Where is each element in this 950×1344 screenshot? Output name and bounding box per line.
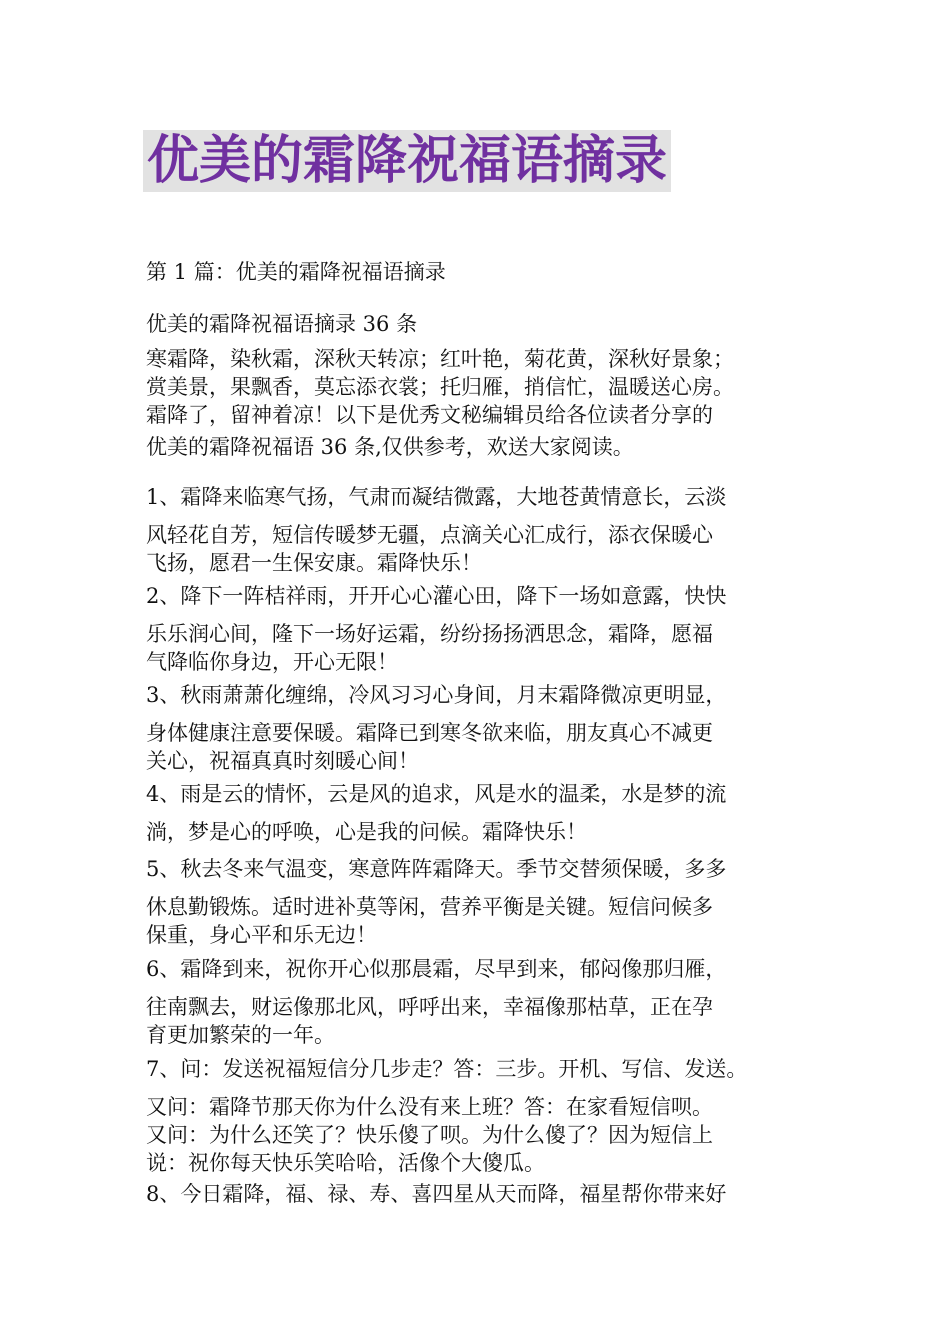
intro-line: 霜降了，留神着凉！以下是优秀文秘编辑员给各位读者分享的 [146, 403, 713, 427]
intro-line: 优美的霜降祝福语 36 条,仅供参考，欢送大家阅读。 [146, 435, 634, 459]
list-item-line: 保重，身心平和乐无边！ [146, 923, 377, 947]
list-item-line: 5、秋去冬来气温变，寒意阵阵霜降天。季节交替须保暖，多多 [146, 857, 727, 881]
chapter-heading: 第 1 篇：优美的霜降祝福语摘录 [146, 260, 446, 284]
list-item-line: 3、秋雨萧萧化缠绵，冷风习习心身间，月末霜降微凉更明显， [146, 683, 727, 707]
list-item-line: 2、降下一阵桔祥雨，开开心心灌心田，降下一场如意露，快快 [146, 584, 727, 608]
list-item-line: 关心，祝福真真时刻暖心间！ [146, 749, 419, 773]
list-item-line: 说：祝你每天快乐笑哈哈，活像个大傻瓜。 [146, 1151, 545, 1175]
intro-line: 寒霜降，染秋霜，深秋天转凉；红叶艳，菊花黄，深秋好景象； [146, 347, 734, 371]
list-item-line: 气降临你身边，开心无限！ [146, 650, 398, 674]
list-item-line: 往南飘去，财运像那北风，呼呼出来，幸福像那枯草，正在孕 [146, 995, 713, 1019]
subtitle: 优美的霜降祝福语摘录 36 条 [146, 312, 418, 336]
list-item-line: 风轻花自芳，短信传暖梦无疆，点滴关心汇成行，添衣保暖心 [146, 523, 713, 547]
list-item-line: 6、霜降到来，祝你开心似那晨霜，尽早到来，郁闷像那归雁， [146, 957, 727, 981]
intro-line: 赏美景，果飘香，莫忘添衣裳；托归雁，捎信忙，温暖送心房。 [146, 375, 734, 399]
list-item-line: 4、雨是云的情怀，云是风的追求，风是水的温柔，水是梦的流 [146, 782, 727, 806]
list-item-line: 身体健康注意要保暖。霜降已到寒冬欲来临，朋友真心不减更 [146, 721, 713, 745]
list-item-line: 又问：霜降节那天你为什么没有来上班？答：在家看短信呗。 [146, 1095, 713, 1119]
list-item-line: 又问：为什么还笑了？快乐傻了呗。为什么傻了？因为短信上 [146, 1123, 713, 1147]
list-item-line: 休息勤锻炼。适时进补莫等闲，营养平衡是关键。短信问候多 [146, 895, 713, 919]
list-item-line: 飞扬，愿君一生保安康。霜降快乐！ [146, 551, 482, 575]
document-title: 优美的霜降祝福语摘录 [143, 130, 671, 192]
list-item-line: 乐乐润心间，隆下一场好运霜，纷纷扬扬洒思念，霜降，愿福 [146, 622, 713, 646]
list-item-line: 育更加繁荣的一年。 [146, 1023, 335, 1047]
list-item-line: 淌，梦是心的呼唤，心是我的问候。霜降快乐！ [146, 820, 587, 844]
list-item-line: 7、问：发送祝福短信分几步走？答：三步。开机、写信、发送。 [146, 1057, 748, 1081]
list-item-line: 8、今日霜降，福、禄、寿、喜四星从天而降，福星帮你带来好 [146, 1182, 727, 1206]
list-item-line: 1、霜降来临寒气扬，气肃而凝结微露，大地苍黄情意长，云淡 [146, 485, 727, 509]
